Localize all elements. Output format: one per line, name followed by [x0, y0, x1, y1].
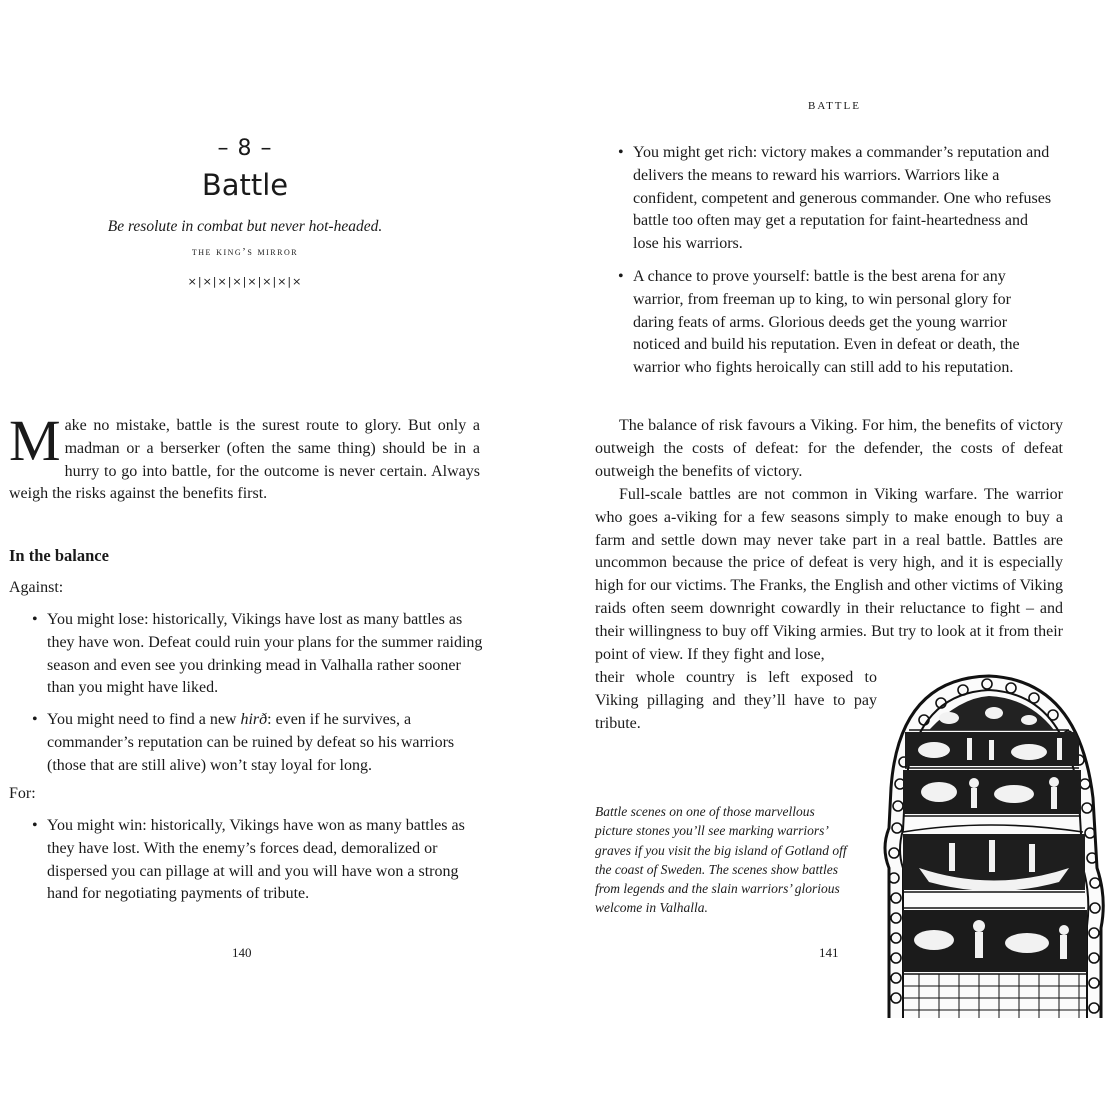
right-page	[556, 0, 1113, 1113]
page-number-left: 140	[232, 945, 252, 960]
page-number-right: 141	[819, 945, 839, 960]
paragraph-battles: Full-scale battles are not common in Viking warfare. The warrior who goes a-viking for a few seasons simply to make enough to buy a farm and settle down may never take part in a real battle. Battles are uncommon because the price of defeat is very high, and it is especially high for our victims. The Franks, the English and other victims of Viking raids often seem downright cowardly in their reluctance to fight – and their willingness to buy off Viking armies. But try to look at it from their point of view. If they fight and lose,	[595, 486, 1063, 663]
bullet-icon: •	[618, 144, 624, 161]
epigraph-source: the king’s mirror	[191, 246, 299, 258]
paragraph-battles-tail: their whole country is left exposed to Viking pillaging and they’ll have to pay tribute.	[595, 669, 877, 732]
ornament-divider: ×|×|×|×|×|×|×|×	[187, 275, 303, 288]
chapter-title: Battle	[201, 168, 289, 202]
drop-cap: M	[9, 408, 61, 473]
paragraph-balance: The balance of risk favours a Viking. For him, the benefits of victory outweigh the costs of defeat: for the defender, the costs of defeat outweigh the benefits of victory.	[595, 417, 1063, 480]
section-heading: In the balance	[9, 546, 109, 565]
list-item: • You might need to find a new hirð: even if he survives, a commander’s reputation can be ruined by defeat so his warriors (those that are still alive) won’t stay loyal for long.	[32, 711, 455, 774]
term-hird: hirð	[240, 711, 268, 729]
intro-paragraph	[9, 408, 480, 506]
bullet-icon: •	[618, 267, 624, 285]
running-head: BATTLE	[808, 100, 861, 112]
intro-text: ake no mistake, battle is the surest route to glory. But only a madman or a berserker (often the same thing) should be in a hurry to go into battle, for the outcome is never certain. Always weigh the risks against the benefits first.	[9, 417, 480, 503]
for-label: For:	[9, 785, 36, 802]
left-page	[0, 0, 556, 1113]
epigraph: Be resolute in combat but never hot-headed.	[107, 218, 383, 235]
list-item: • You might lose: historically, Vikings have lost as many battles as they have won. Defeat could ruin your plans for the summer raiding season and even see you drinking mead in Valhalla rather sooner than you might have liked.	[32, 611, 483, 697]
bullet-icon: •	[32, 611, 38, 628]
illustration-caption: Battle scenes on one of those marvellous picture stones you’ll see marking warriors’ graves if you visit the big island of Gotland off the coast of Sweden. The scenes show battles from legends and the slain warriors’ glorious welcome in Valhalla.	[595, 804, 847, 916]
list-item: • A chance to prove yourself: battle is the best arena for any warrior, from freeman up to king, to win personal glory for daring feats of arms. Glorious deeds get the young warrior noticed and build his reputation. Even in defeat or death, the warrior who fights heroically can still add to his reputation.	[618, 267, 1020, 377]
for-list	[32, 815, 477, 915]
list-item: • You might get rich: victory makes a commander’s reputation and delivers the means to reward his warriors. Warriors like a confident, competent and generous commander. One who refuses battle too often may get a reputation for faint-heartedness and lose his warriors.	[618, 144, 1052, 253]
benefits-list	[618, 142, 1053, 389]
bullet-icon: •	[32, 711, 38, 729]
against-label: Against:	[9, 579, 64, 596]
chapter-number: – 8 –	[217, 136, 273, 161]
against-list	[32, 609, 487, 787]
bullet-icon: •	[32, 817, 38, 834]
list-item: • You might win: historically, Vikings have won as many battles as they have lost. With the enemy’s forces dead, demoralized or dispersed you can pillage at will and you will have won a strong hand for negotiating payments of tribute.	[32, 817, 465, 903]
picture-stone-illustration	[879, 668, 1113, 1018]
